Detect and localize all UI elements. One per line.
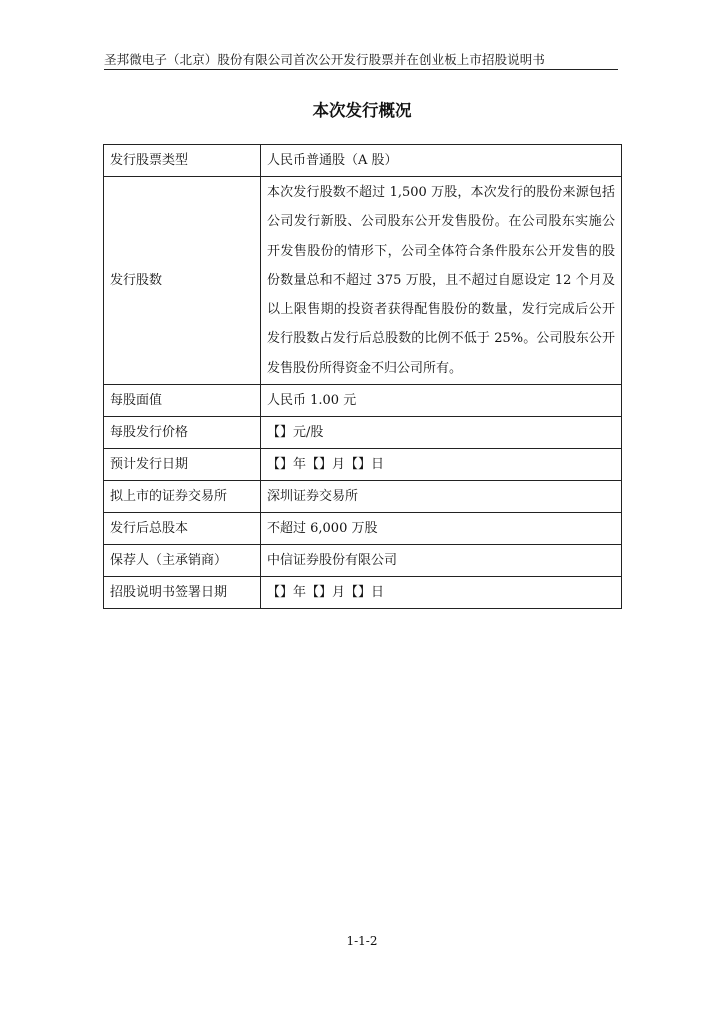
row-value-total-shares: 不超过 6,000 万股 (261, 513, 622, 545)
row-label-par-value: 每股面值 (104, 385, 261, 417)
row-label-stock-type: 发行股票类型 (104, 145, 261, 177)
table-row (104, 545, 622, 577)
table-row (104, 177, 622, 385)
page-number: 1-1-2 (346, 934, 378, 948)
table-row (104, 449, 622, 481)
table-row (104, 417, 622, 449)
row-label-shares-issued: 发行股数 (104, 177, 261, 385)
row-label-signing-date: 招股说明书签署日期 (104, 577, 261, 609)
offering-summary-table (103, 144, 622, 609)
table-row (104, 481, 622, 513)
row-label-exchange: 拟上市的证券交易所 (104, 481, 261, 513)
row-value-par-value: 人民币 1.00 元 (261, 385, 622, 417)
table-row (104, 145, 622, 177)
row-value-shares-issued: 本次发行股数不超过 1,500 万股，本次发行的股份来源包括公司发行新股、公司股东公开发售股份。在公司股东实施公开发售股份的情形下，公司全体符合条件股东公开发售的股份数量总和不超过 375 万股，且不超过自愿设定 12 个月及以上限售期的投资者获得配售股份的数量，发行完成后公开发行股数占发行后总股数的比例不低于 25%。公司股东公开发售股份所得资金不归公司所有。 (261, 177, 622, 385)
row-label-issue-date: 预计发行日期 (104, 449, 261, 481)
row-label-sponsor: 保荐人（主承销商） (104, 545, 261, 577)
row-value-signing-date: 【】年【】月【】日 (261, 577, 622, 609)
header-divider (104, 69, 618, 70)
row-value-exchange: 深圳证券交易所 (261, 481, 622, 513)
row-value-issue-date: 【】年【】月【】日 (261, 449, 622, 481)
document-header: 圣邦微电子（北京）股份有限公司首次公开发行股票并在创业板上市招股说明书 (104, 52, 546, 67)
row-label-issue-price: 每股发行价格 (104, 417, 261, 449)
table-row (104, 577, 622, 609)
row-value-stock-type: 人民币普通股（A 股） (261, 145, 622, 177)
table-row (104, 513, 622, 545)
row-value-issue-price: 【】元/股 (261, 417, 622, 449)
table-row (104, 385, 622, 417)
row-label-total-shares: 发行后总股本 (104, 513, 261, 545)
page-title: 本次发行概况 (312, 101, 412, 120)
row-value-sponsor: 中信证券股份有限公司 (261, 545, 622, 577)
